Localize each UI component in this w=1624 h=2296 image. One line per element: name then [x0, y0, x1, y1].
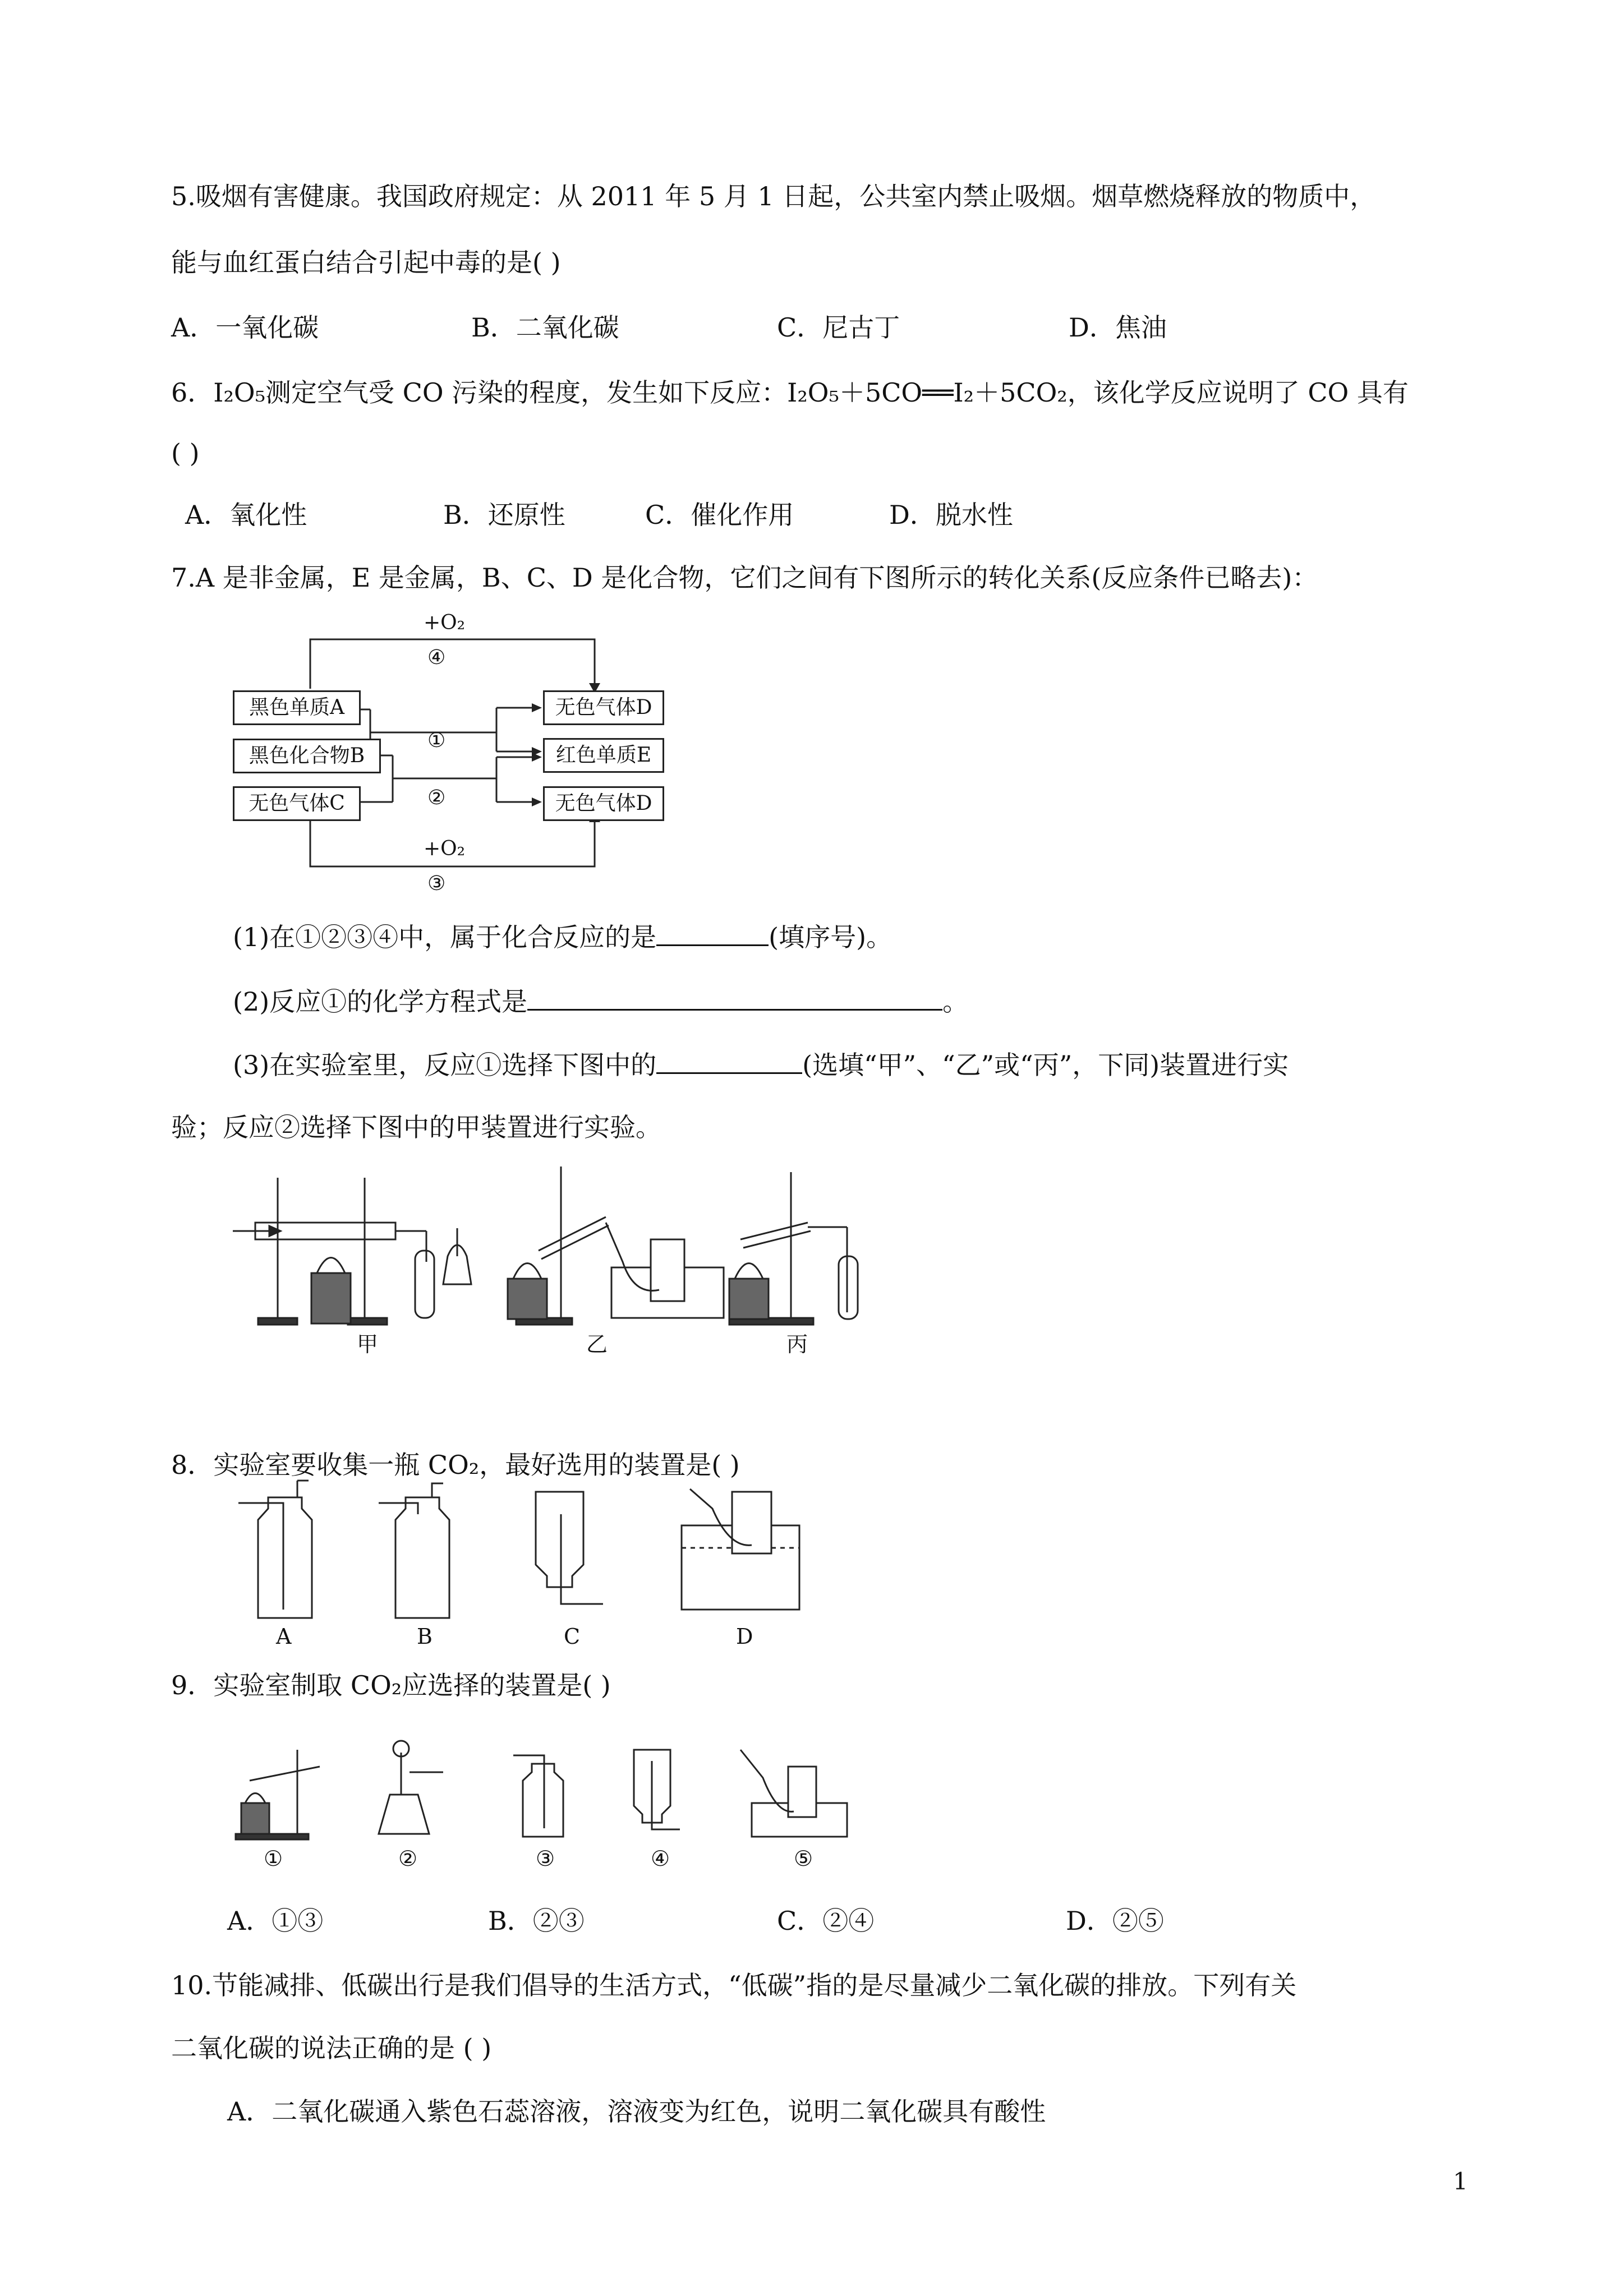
q6-option-a: A．氧化性: [185, 500, 307, 530]
q8-label-d: D: [736, 1624, 753, 1649]
q10-line2: 二氧化碳的说法正确的是 ( ): [171, 2033, 492, 2063]
apparatus-label-yi: 乙: [586, 1332, 608, 1357]
box-colorless-gas-c: 无色气体C: [233, 786, 361, 821]
q5-option-d: D．焦油: [1069, 312, 1167, 343]
q5-option-a: A．一氧化碳: [171, 312, 319, 343]
page-number: 1: [1453, 2168, 1468, 2195]
q9-option-c: C．②④: [777, 1906, 875, 1936]
q9-option-d: D．②⑤: [1066, 1906, 1164, 1936]
box-colorless-gas-d-bottom: 无色气体D: [543, 786, 664, 821]
q7-sub3: (3)在实验室里，反应①选择下图中的 (选填“甲”、“乙”或“丙”，下同)装置进行实: [233, 1048, 1289, 1082]
q8-label-a: A: [276, 1624, 292, 1649]
q6-line1: 6．I₂O₅测定空气受 CO 污染的程度，发生如下反应：I₂O₅＋5CO══I₂＋5CO₂，该化学反应说明了 CO 具有: [171, 377, 1409, 408]
q9-label-3: ③: [536, 1846, 555, 1871]
q9-label-1: ①: [264, 1846, 283, 1871]
label-o2-bottom: +O₂: [424, 837, 466, 860]
q6-line2: ( ): [171, 438, 200, 468]
q8-label-c: C: [564, 1624, 581, 1649]
label-reaction-2: ②: [427, 786, 446, 809]
q9-option-a: A．①③: [227, 1906, 324, 1936]
q5-line1: 5.吸烟有害健康。我国政府规定：从 2011 年 5 月 1 日起，公共室内禁止吸烟。烟草燃烧释放的物质中，: [171, 181, 1376, 211]
q5-option-b: B．二氧化碳: [471, 312, 619, 343]
q9-stem: 9．实验室制取 CO₂应选择的装置是( ): [171, 1670, 611, 1700]
q6-option-c: C．催化作用: [645, 500, 794, 530]
q9-label-2: ②: [398, 1846, 418, 1871]
q9-label-5: ⑤: [794, 1846, 813, 1871]
label-o2-top: +O₂: [424, 611, 466, 634]
box-black-compound-b: 黑色化合物B: [233, 739, 381, 773]
label-reaction-1: ①: [427, 729, 446, 752]
q10-option-a: A．二氧化碳通入紫色石蕊溶液，溶液变为红色，说明二氧化碳具有酸性: [227, 2096, 1046, 2127]
q9-option-b: B．②③: [488, 1906, 585, 1936]
box-black-element-a: 黑色单质A: [233, 690, 361, 725]
q7-sub3-line2: 验；反应②选择下图中的甲装置进行实验。: [171, 1112, 661, 1142]
q8-label-b: B: [417, 1624, 433, 1649]
q8-stem: 8．实验室要收集一瓶 CO₂，最好选用的装置是( ): [171, 1450, 740, 1480]
q7-intro: 7.A 是非金属，E 是金属，B、C、D 是化合物，它们之间有下图所示的转化关系(反应条件已略去)：: [171, 563, 1318, 593]
q9-label-4: ④: [651, 1846, 670, 1871]
q5-line2: 能与血红蛋白结合引起中毒的是( ): [171, 247, 561, 278]
q7-sub2: (2)反应①的化学方程式是 。: [233, 984, 968, 1018]
q5-option-c: C．尼古丁: [777, 312, 900, 343]
label-reaction-3: ③: [427, 872, 446, 895]
q7-sub1: (1)在①②③④中，属于化合反应的是 (填序号)。: [233, 920, 892, 954]
box-red-element-e: 红色单质E: [543, 738, 664, 773]
box-colorless-gas-d-top: 无色气体D: [543, 690, 664, 725]
q10-line1: 10.节能减排、低碳出行是我们倡导的生活方式，“低碳”指的是尽量减少二氧化碳的排放。下列有关: [171, 1970, 1297, 2000]
q6-option-d: D．脱水性: [889, 500, 1013, 530]
q6-option-b: B．还原性: [443, 500, 565, 530]
label-reaction-4: ④: [427, 646, 446, 669]
apparatus-label-bing: 丙: [786, 1332, 808, 1357]
apparatus-label-jia: 甲: [357, 1332, 379, 1357]
